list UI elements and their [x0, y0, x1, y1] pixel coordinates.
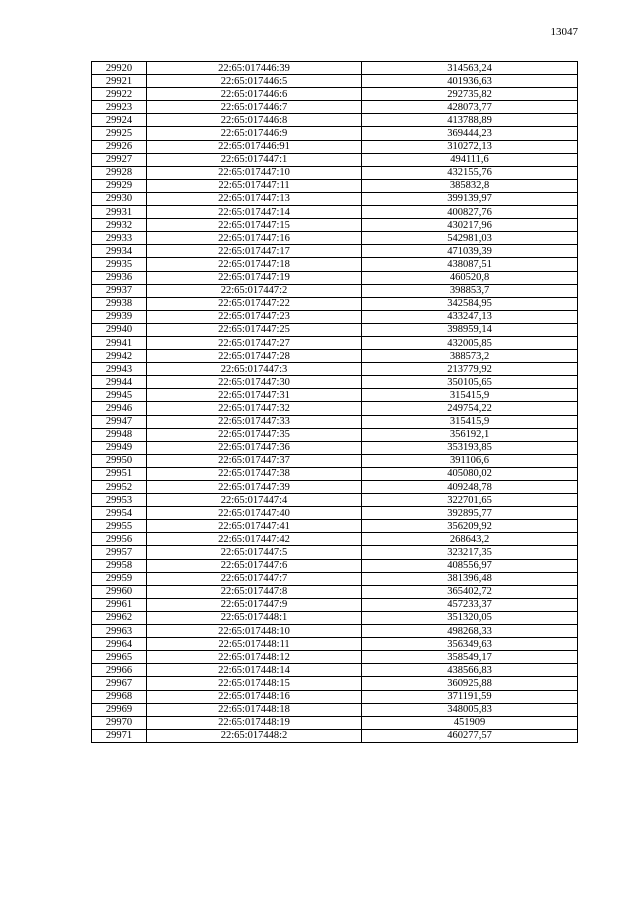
table-row	[92, 454, 578, 467]
row-number-cell: 29952	[92, 481, 147, 494]
cadastral-value-cell: 460277,57	[362, 729, 578, 742]
cadastral-number-cell: 22:65:017447:10	[147, 166, 362, 179]
cadastral-value-cell: 399139,97	[362, 192, 578, 205]
table-row	[92, 559, 578, 572]
table-row	[92, 651, 578, 664]
row-number-cell: 29949	[92, 441, 147, 454]
row-number-cell: 29920	[92, 62, 147, 75]
row-number-cell: 29935	[92, 258, 147, 271]
cadastral-value-cell: 398853,7	[362, 284, 578, 297]
cadastral-number-cell: 22:65:017447:2	[147, 284, 362, 297]
cadastral-number-cell: 22:65:017447:8	[147, 585, 362, 598]
cadastral-number-cell: 22:65:017447:15	[147, 219, 362, 232]
table-row	[92, 101, 578, 114]
row-number-cell: 29942	[92, 350, 147, 363]
row-number-cell: 29927	[92, 153, 147, 166]
row-number-cell: 29929	[92, 179, 147, 192]
row-number-cell: 29968	[92, 690, 147, 703]
cadastral-number-cell: 22:65:017448:18	[147, 703, 362, 716]
cadastral-value-cell: 268643,2	[362, 533, 578, 546]
row-number-cell: 29951	[92, 467, 147, 480]
table-row	[92, 140, 578, 153]
table-row	[92, 114, 578, 127]
table-row	[92, 611, 578, 624]
cadastral-value-cell: 430217,96	[362, 219, 578, 232]
row-number-cell: 29941	[92, 336, 147, 349]
cadastral-number-cell: 22:65:017446:9	[147, 127, 362, 140]
cadastral-number-cell: 22:65:017447:38	[147, 467, 362, 480]
row-number-cell: 29969	[92, 703, 147, 716]
cadastral-number-cell: 22:65:017448:16	[147, 690, 362, 703]
row-number-cell: 29925	[92, 127, 147, 140]
cadastral-number-cell: 22:65:017447:39	[147, 481, 362, 494]
row-number-cell: 29932	[92, 219, 147, 232]
cadastral-value-cell: 356349,63	[362, 638, 578, 651]
cadastral-number-cell: 22:65:017446:7	[147, 101, 362, 114]
table-row	[92, 376, 578, 389]
cadastral-value-cell: 381396,48	[362, 572, 578, 585]
cadastral-value-cell: 460520,8	[362, 271, 578, 284]
cadastral-number-cell: 22:65:017447:13	[147, 192, 362, 205]
table-row	[92, 127, 578, 140]
table-row	[92, 336, 578, 349]
cadastral-value-cell: 405080,02	[362, 467, 578, 480]
cadastral-value-cell: 542981,03	[362, 232, 578, 245]
cadastral-number-cell: 22:65:017448:10	[147, 625, 362, 638]
row-number-cell: 29948	[92, 428, 147, 441]
row-number-cell: 29955	[92, 520, 147, 533]
cadastral-number-cell: 22:65:017448:1	[147, 611, 362, 624]
table-row	[92, 415, 578, 428]
cadastral-number-cell: 22:65:017448:14	[147, 664, 362, 677]
cadastral-number-cell: 22:65:017447:33	[147, 415, 362, 428]
row-number-cell: 29960	[92, 585, 147, 598]
cadastral-value-cell: 369444,23	[362, 127, 578, 140]
row-number-cell: 29967	[92, 677, 147, 690]
cadastral-number-cell: 22:65:017447:25	[147, 323, 362, 336]
cadastral-number-cell: 22:65:017447:27	[147, 336, 362, 349]
cadastral-value-cell: 392895,77	[362, 507, 578, 520]
table-row	[92, 166, 578, 179]
cadastral-number-cell: 22:65:017446:8	[147, 114, 362, 127]
row-number-cell: 29950	[92, 454, 147, 467]
table-row	[92, 219, 578, 232]
cadastral-value-cell: 391106,6	[362, 454, 578, 467]
cadastral-number-cell: 22:65:017447:5	[147, 546, 362, 559]
table-row	[92, 677, 578, 690]
cadastral-number-cell: 22:65:017447:6	[147, 559, 362, 572]
cadastral-number-cell: 22:65:017446:39	[147, 62, 362, 75]
row-number-cell: 29926	[92, 140, 147, 153]
row-number-cell: 29964	[92, 638, 147, 651]
cadastral-number-cell: 22:65:017446:91	[147, 140, 362, 153]
table-row	[92, 245, 578, 258]
cadastral-number-cell: 22:65:017447:36	[147, 441, 362, 454]
row-number-cell: 29957	[92, 546, 147, 559]
cadastral-value-cell: 498268,33	[362, 625, 578, 638]
cadastral-value-cell: 409248,78	[362, 481, 578, 494]
cadastral-value-cell: 315415,9	[362, 389, 578, 402]
cadastral-value-table	[91, 61, 578, 743]
table-row	[92, 690, 578, 703]
cadastral-number-cell: 22:65:017447:14	[147, 206, 362, 219]
table-row	[92, 729, 578, 742]
cadastral-value-cell: 371191,59	[362, 690, 578, 703]
row-number-cell: 29936	[92, 271, 147, 284]
table-row	[92, 284, 578, 297]
cadastral-value-cell: 360925,88	[362, 677, 578, 690]
row-number-cell: 29923	[92, 101, 147, 114]
cadastral-number-cell: 22:65:017447:9	[147, 598, 362, 611]
cadastral-number-cell: 22:65:017447:37	[147, 454, 362, 467]
cadastral-number-cell: 22:65:017447:31	[147, 389, 362, 402]
table-row	[92, 467, 578, 480]
table-row	[92, 350, 578, 363]
table-row	[92, 206, 578, 219]
cadastral-value-cell: 432005,85	[362, 336, 578, 349]
cadastral-number-cell: 22:65:017447:3	[147, 363, 362, 376]
cadastral-number-cell: 22:65:017447:30	[147, 376, 362, 389]
row-number-cell: 29928	[92, 166, 147, 179]
cadastral-value-cell: 356192,1	[362, 428, 578, 441]
cadastral-value-cell: 428073,77	[362, 101, 578, 114]
cadastral-value-cell: 315415,9	[362, 415, 578, 428]
row-number-cell: 29922	[92, 88, 147, 101]
cadastral-number-cell: 22:65:017447:17	[147, 245, 362, 258]
table-row	[92, 75, 578, 88]
cadastral-value-cell: 356209,92	[362, 520, 578, 533]
cadastral-value-cell: 310272,13	[362, 140, 578, 153]
cadastral-number-cell: 22:65:017447:41	[147, 520, 362, 533]
cadastral-number-cell: 22:65:017448:19	[147, 716, 362, 729]
cadastral-number-cell: 22:65:017446:6	[147, 88, 362, 101]
row-number-cell: 29954	[92, 507, 147, 520]
cadastral-number-cell: 22:65:017448:12	[147, 651, 362, 664]
row-number-cell: 29938	[92, 297, 147, 310]
cadastral-value-cell: 413788,89	[362, 114, 578, 127]
table-row	[92, 62, 578, 75]
cadastral-number-cell: 22:65:017447:23	[147, 310, 362, 323]
cadastral-number-cell: 22:65:017447:1	[147, 153, 362, 166]
cadastral-value-cell: 385832,8	[362, 179, 578, 192]
cadastral-number-cell: 22:65:017447:7	[147, 572, 362, 585]
table-row	[92, 546, 578, 559]
row-number-cell: 29940	[92, 323, 147, 336]
cadastral-value-cell: 432155,76	[362, 166, 578, 179]
cadastral-value-cell: 323217,35	[362, 546, 578, 559]
row-number-cell: 29946	[92, 402, 147, 415]
cadastral-value-cell: 322701,65	[362, 494, 578, 507]
table-row	[92, 258, 578, 271]
row-number-cell: 29921	[92, 75, 147, 88]
cadastral-value-cell: 438087,51	[362, 258, 578, 271]
row-number-cell: 29933	[92, 232, 147, 245]
cadastral-value-cell: 457233,37	[362, 598, 578, 611]
cadastral-value-cell: 213779,92	[362, 363, 578, 376]
table-row	[92, 703, 578, 716]
row-number-cell: 29945	[92, 389, 147, 402]
cadastral-number-cell: 22:65:017447:42	[147, 533, 362, 546]
cadastral-number-cell: 22:65:017448:2	[147, 729, 362, 742]
cadastral-value-cell: 358549,17	[362, 651, 578, 664]
row-number-cell: 29963	[92, 625, 147, 638]
table-row	[92, 323, 578, 336]
cadastral-number-cell: 22:65:017447:28	[147, 350, 362, 363]
cadastral-value-cell: 292735,82	[362, 88, 578, 101]
row-number-cell: 29961	[92, 598, 147, 611]
table-row	[92, 598, 578, 611]
cadastral-value-cell: 408556,97	[362, 559, 578, 572]
cadastral-value-cell: 249754,22	[362, 402, 578, 415]
cadastral-value-cell: 401936,63	[362, 75, 578, 88]
cadastral-value-cell: 314563,24	[362, 62, 578, 75]
table-row	[92, 520, 578, 533]
table-row	[92, 481, 578, 494]
page-number: 13047	[550, 26, 578, 38]
cadastral-value-cell: 342584,95	[362, 297, 578, 310]
row-number-cell: 29953	[92, 494, 147, 507]
cadastral-value-cell: 433247,13	[362, 310, 578, 323]
cadastral-number-cell: 22:65:017447:40	[147, 507, 362, 520]
table-row	[92, 402, 578, 415]
row-number-cell: 29959	[92, 572, 147, 585]
cadastral-value-cell: 348005,83	[362, 703, 578, 716]
cadastral-number-cell: 22:65:017447:22	[147, 297, 362, 310]
cadastral-number-cell: 22:65:017447:16	[147, 232, 362, 245]
cadastral-number-cell: 22:65:017447:11	[147, 179, 362, 192]
row-number-cell: 29965	[92, 651, 147, 664]
table-row	[92, 297, 578, 310]
cadastral-value-cell: 350105,65	[362, 376, 578, 389]
table-row	[92, 625, 578, 638]
row-number-cell: 29966	[92, 664, 147, 677]
cadastral-number-cell: 22:65:017448:11	[147, 638, 362, 651]
cadastral-value-cell: 451909	[362, 716, 578, 729]
row-number-cell: 29971	[92, 729, 147, 742]
cadastral-number-cell: 22:65:017447:4	[147, 494, 362, 507]
cadastral-number-cell: 22:65:017447:32	[147, 402, 362, 415]
table-row	[92, 494, 578, 507]
cadastral-value-cell: 388573,2	[362, 350, 578, 363]
table-row	[92, 310, 578, 323]
row-number-cell: 29944	[92, 376, 147, 389]
cadastral-number-cell: 22:65:017448:15	[147, 677, 362, 690]
cadastral-number-cell: 22:65:017447:19	[147, 271, 362, 284]
cadastral-number-cell: 22:65:017447:18	[147, 258, 362, 271]
row-number-cell: 29958	[92, 559, 147, 572]
table-row	[92, 441, 578, 454]
row-number-cell: 29937	[92, 284, 147, 297]
row-number-cell: 29931	[92, 206, 147, 219]
table-row	[92, 507, 578, 520]
table-row	[92, 153, 578, 166]
row-number-cell: 29934	[92, 245, 147, 258]
table-body	[92, 62, 578, 743]
table-row	[92, 389, 578, 402]
cadastral-value-cell: 398959,14	[362, 323, 578, 336]
row-number-cell: 29970	[92, 716, 147, 729]
table-row	[92, 585, 578, 598]
table-row	[92, 533, 578, 546]
cadastral-value-cell: 365402,72	[362, 585, 578, 598]
table-row	[92, 88, 578, 101]
row-number-cell: 29939	[92, 310, 147, 323]
table-row	[92, 572, 578, 585]
table-row	[92, 232, 578, 245]
table-row	[92, 428, 578, 441]
cadastral-value-cell: 351320,05	[362, 611, 578, 624]
table-row	[92, 638, 578, 651]
row-number-cell: 29930	[92, 192, 147, 205]
row-number-cell: 29924	[92, 114, 147, 127]
table-row	[92, 664, 578, 677]
cadastral-value-cell: 353193,85	[362, 441, 578, 454]
table-row	[92, 271, 578, 284]
table-row	[92, 363, 578, 376]
cadastral-number-cell: 22:65:017446:5	[147, 75, 362, 88]
table-row	[92, 179, 578, 192]
row-number-cell: 29947	[92, 415, 147, 428]
cadastral-value-cell: 400827,76	[362, 206, 578, 219]
table-row	[92, 716, 578, 729]
cadastral-value-cell: 494111,6	[362, 153, 578, 166]
cadastral-value-cell: 438566,83	[362, 664, 578, 677]
row-number-cell: 29962	[92, 611, 147, 624]
cadastral-value-cell: 471039,39	[362, 245, 578, 258]
cadastral-number-cell: 22:65:017447:35	[147, 428, 362, 441]
row-number-cell: 29956	[92, 533, 147, 546]
table-row	[92, 192, 578, 205]
row-number-cell: 29943	[92, 363, 147, 376]
